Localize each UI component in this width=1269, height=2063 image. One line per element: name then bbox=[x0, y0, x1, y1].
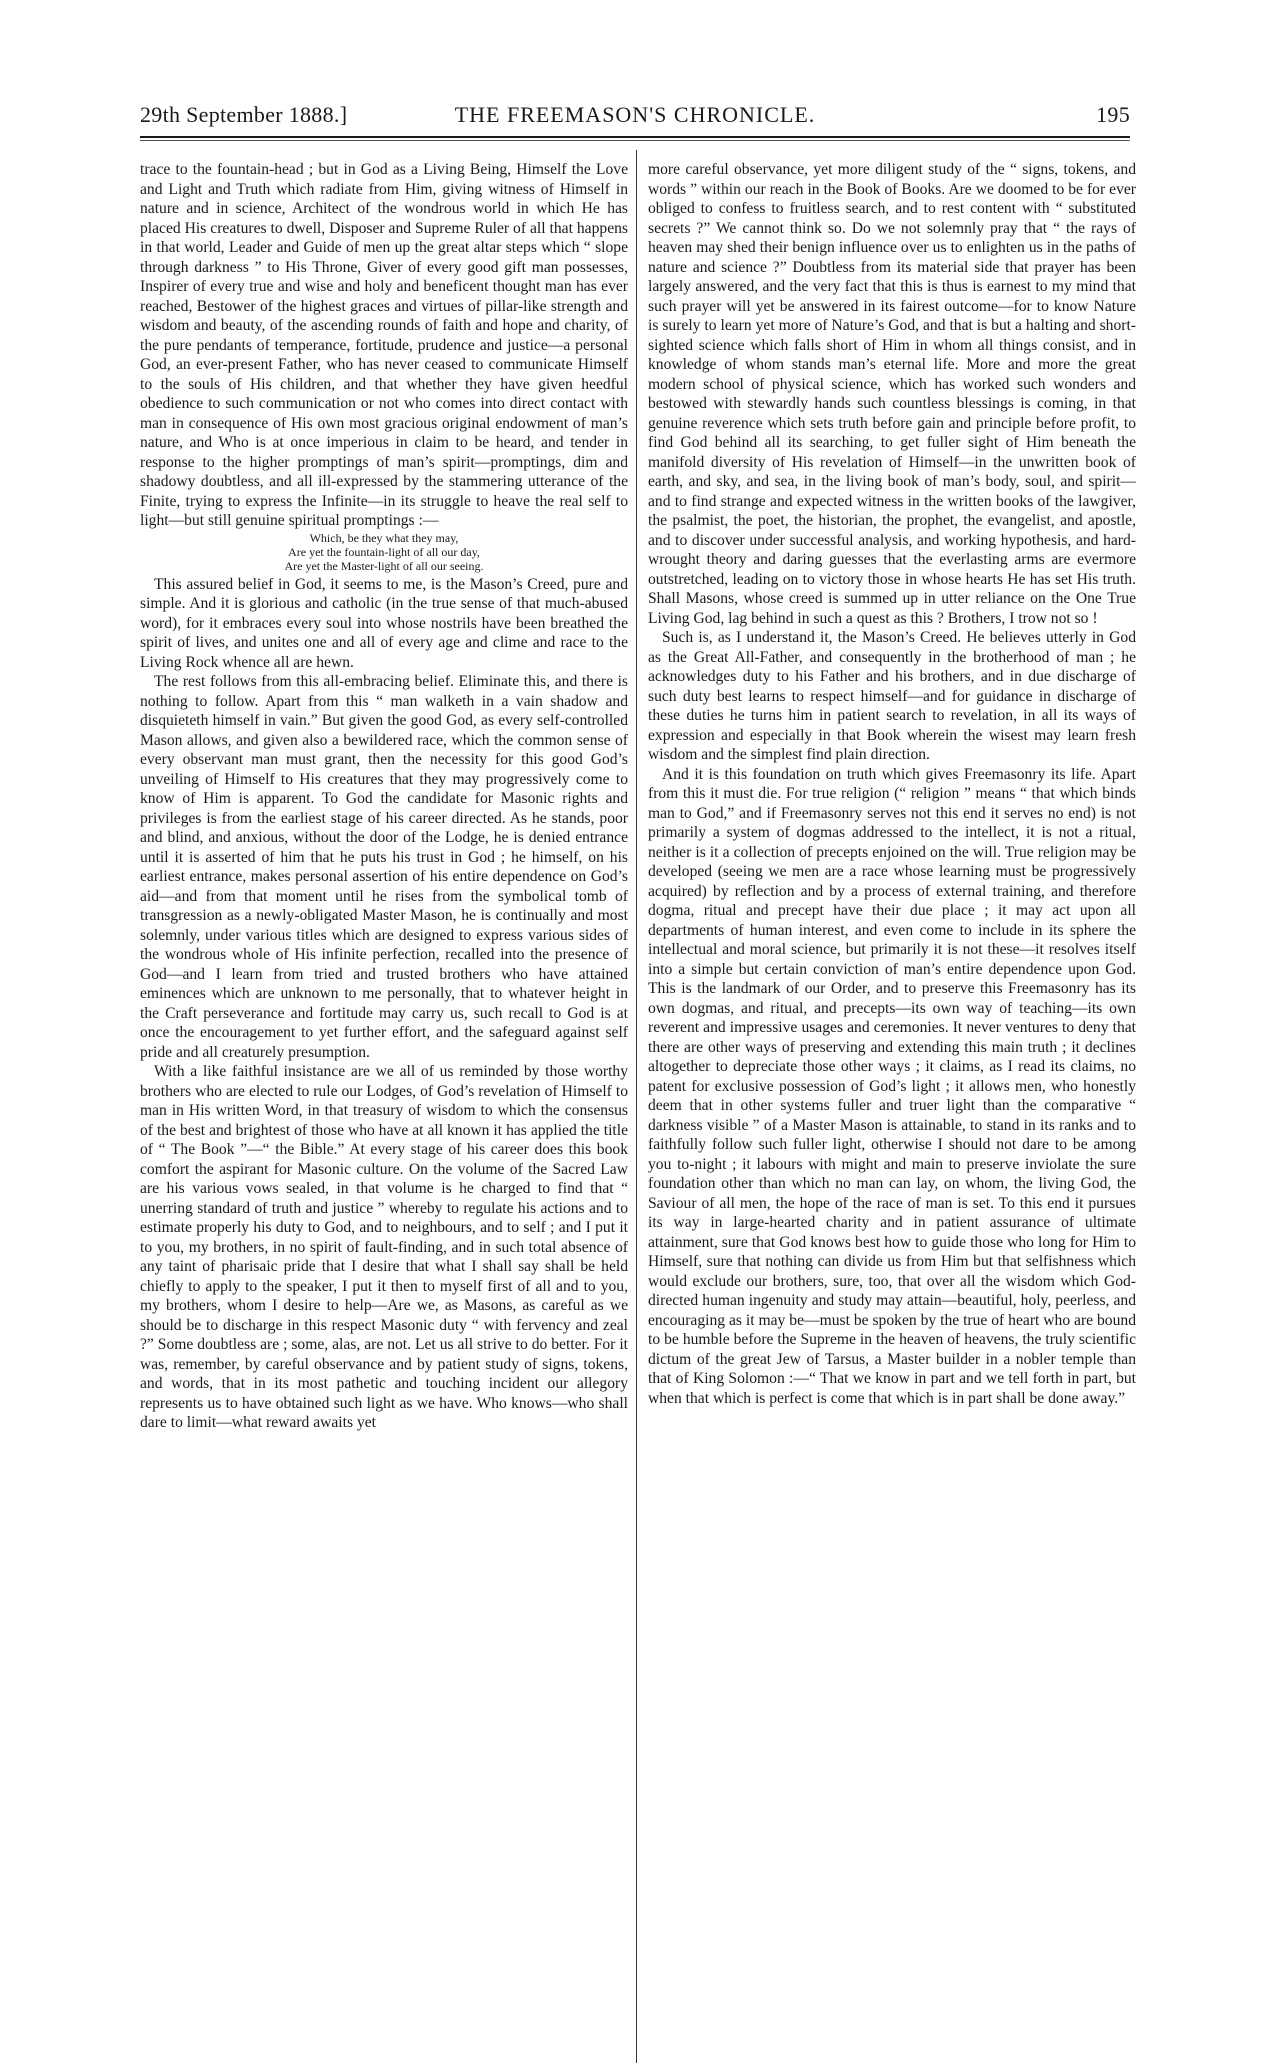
left-paragraph-2: This assured belief in God, it seems to me, is the Mason’s Creed, pure and simple. And it is glorious and catholic (in the true sense of that much-abused word), for it embraces every soul into whose nostrils have been breathed the spirit of lives, and unites one and all of every age and clime and race to the Living Rock whence all are hewn. bbox=[140, 575, 628, 671]
right-column bbox=[648, 160, 1136, 2050]
verse-quotation bbox=[140, 531, 628, 573]
header-rule-thin bbox=[140, 140, 1130, 141]
left-paragraph-3: The rest follows from this all-embracing belief. Eliminate this, and there is nothing to follow. Apart from this “ man walketh in a vain shadow and disquieteth himself in vain.” But given the good God, as every self-controlled Mason allows, and given also a bewildered race, which the common sense of every observant man must grant, then the necessity for this good God’s unveiling of Himself to His creatures that they may progressively come to know of Him is apparent. To God the candidate for Masonic rights and privileges is from the earliest stage of his career directed. As he stands, poor and blind, and anxious, without the door of the Lodge, he is denied entrance until it is asserted of him that he puts his trust in God ; he himself, on his earliest entrance, makes personal assertion of his entire dependence on God’s aid—and from that moment until he rises from the symbolical tomb of transgression as a newly-obligated Master Mason, he is continually and most solemnly, under various titles which are designed to express various sides of the wondrous whole of His infinite perfection, recalled into the presence of God—and I learn from tried and trusted brothers who have attained eminences which are unknown to me personally, that to whatever height in the Craft perseverance and fortitude may carry us, such recall to God is at once the encouragement to yet further effort, and the safeguard against self pride and all creaturely presumption. bbox=[140, 673, 628, 1061]
right-paragraph-2: Such is, as I understand it, the Mason’s Creed. He believes utterly in God as the Great All-Father, and consequently in the brotherhood of man ; he acknowledges duty to his Father and his brothers, and in due discharge of such duty best learns to respect himself—and for guidance in discharge of these duties he turns him in patient search to revelation, in all its ways of expression and especially in that Book wherein the wisest may learn fresh wisdom and the simplest find plain direction. bbox=[648, 629, 1136, 763]
verse-line: Are yet the Master-light of all our seeing. bbox=[284, 558, 484, 573]
left-paragraph-4: With a like faithful insistance are we all of us reminded by those worthy brothers who are elected to rule our Lodges, of God’s revelation of Himself to man in His written Word, in that treasury of wisdom to which the consensus of the best and brightest of those who have at all known it has applied the title of “ The Book ”—“ the Bible.” At every stage of his career does this book comfort the aspirant for Masonic culture. On the volume of the Sacred Law are his various vows sealed, in that volume is he charged to find that “ unerring standard of truth and justice ” whereby to regulate his actions and to estimate properly his duty to God, and to neighbours, and to self ; and I put it to you, my brothers, in no spirit of fault-finding, and in such total absence of any taint of pharisaic pride that I desire that what I shall say shall be held chiefly to apply to the speaker, I put it then to myself first of all and to you, my brothers, whom I desire to help—Are we, as Masons, as careful as we should be to discharge in this respect Masonic duty “ with fervency and zeal ?” Some doubtless are ; some, alas, are not. Let us all strive to do better. For it was, remember, by careful observance and by patient study of signs, tokens, and words, that in its most pathetic and touching incident our allegory represents us to have obtained such light as we have. Who knows—who shall dare to limit—what reward awaits yet bbox=[140, 1063, 628, 1431]
left-paragraph-1: trace to the fountain-head ; but in God as a Living Being, Himself the Love and Light and Truth which radiate from Him, giving witness of Himself in nature and in science, Architect of the wondrous world in which He has placed His creatures to dwell, Disposer and Supreme Ruler of all that happens in that world, Leader and Guide of men up the great altar steps which “ slope through darkness ” to His Throne, Giver of every good gift man possesses, Inspirer of every true and wise and holy and beneficent thought man has ever reached, Bestower of the highest graces and virtues of pillar-like strength and wisdom and beauty, of the ascending rounds of faith and hope and charity, of the pure pendants of temperance, fortitude, prudence and justice—a personal God, an ever-present Father, who has never ceased to communicate Himself to the souls of His children, and that whether they have given heedful obedience to such communication or not who comes into direct contact with man in consequence of His own most gracious original endowment of man’s nature, and Who is at once imperious in claim to be heard, and tender in response to the higher promptings of man’s spirit—promptings, dim and shadowy doubtless, and all ill-expressed by the stammering utterance of the Finite, trying to express the Infinite—in its struggle to heave the real self to light—but still genuine spiritual promptings :— bbox=[140, 161, 628, 529]
verse-line: Are yet the fountain-light of all our day, bbox=[288, 544, 480, 559]
right-paragraph-3: And it is this foundation on truth which gives Freemasonry its life. Apart from this it must die. For true religion (“ religion ” means “ that which binds man to God,” and if Freemasonry serves not this end it serves no end) is not primarily a system of dogmas addressed to the intellect, it is not a ritual, neither is it a collection of precepts enjoined on the will. True religion may be developed (seeing we men are a race whose learning must be progressively acquired) by reflection and by a process of external training, and therefore dogma, ritual and precept have their due place ; it may act upon all departments of human interest, and even come to include in its sphere the intellectual and moral science, but primarily it is not these—it resolves itself into a simple but certain conviction of man’s entire dependence upon God. This is the landmark of our Order, and to preserve this Freemasonry has its own dogmas, and ritual, and precepts—its own way of teaching—its own reverent and impressive usages and ceremonies. It never ventures to deny that there are other ways of preserving and extending this main truth ; it declines altogether to depreciate those other ways ; it claims, as I read its claims, no patent for exclusive possession of God’s light ; it allows men, who honestly deem that in other systems fuller and truer light than the comparative “ darkness visible ” of a Master Mason is attainable, to stand in its ranks and to faithfully follow such fuller light, otherwise I should not dare to be among you to-night ; it labours with might and main to preserve inviolate the sure foundation other than which no man can lay, on whom, the living God, the Saviour of all men, the hope of the race of man is set. To this end it pursues its way in large-hearted charity and in patient assurance of ultimate attainment, sure that God knows best how to guide those who long for Him to Himself, sure that nothing can divide us from Him but that selfishness which would exclude our brothers, sure, too, that over all the wisdom which God-directed human ingenuity and study may attain—beautiful, holy, peerless, and encouraging as it may be—must be spoken by the true of heart who are bound to be humble before the Supreme in the heaven of heavens, the truly scientific dictum of the great Jew of Tarsus, a Master builder in a nobler temple than that of King Solomon :—“ That we know in part and we tell forth in part, but when that which is perfect is come that which is in part shall be done away.” bbox=[648, 765, 1136, 1407]
left-column bbox=[140, 160, 628, 2050]
issue-date: 29th September 1888.] bbox=[140, 102, 348, 127]
verse-line: Which, be they what they may, bbox=[309, 530, 459, 545]
header-rule bbox=[140, 136, 1130, 138]
column-divider bbox=[636, 150, 637, 2063]
masthead bbox=[140, 100, 1130, 134]
right-paragraph-1: more careful observance, yet more diligent study of the “ signs, tokens, and words ” within our reach in the Book of Books. Are we doomed to be for ever obliged to confess to fruitless search, and to rest content with “ substituted secrets ?” We cannot think so. Do we not solemnly pray that “ the rays of heaven may shed their benign influence over us to enlighten us in the paths of nature and science ?” Doubtless from its material side that prayer has been largely answered, and the very fact that this is thus is earnest to my mind that such prayer will yet be answered in its fairest outcome—for to know Nature is surely to learn yet more of Nature’s God, and that is but a halting and short-sighted science which falls short of Him in whom all things consist, and in knowledge of whom stands man’s eternal life. More and more the great modern school of physical science, which has worked such wonders and bestowed with stewardly hands such countless blessings is coming, in that genuine reverence which sets truth before gain and principle before profit, to find God behind all its searching, to get fuller sight of Him beneath the manifold diversity of His revelation of Himself—in the unwritten book of earth, and sky, and sea, in the living book of man’s body, soul, and spirit—and to find strange and expected witness in the written books of the lawgiver, the psalmist, the poet, the historian, the prophet, the evangelist, and apostle, and to discover under successful analysis, and working hypothesis, and hard-wrought theory and daring guesses that the everlasting arms are evermore outstretched, leading on to victory those in whose hearts He has set His truth. Shall Masons, whose creed is summed up in utter reliance on the One True Living God, lag behind in such a quest as this ? Brothers, I trow not so ! bbox=[648, 161, 1136, 627]
page-number: 195 bbox=[1096, 102, 1130, 127]
publication-title: THE FREEMASON'S CHRONICLE. bbox=[454, 102, 816, 127]
